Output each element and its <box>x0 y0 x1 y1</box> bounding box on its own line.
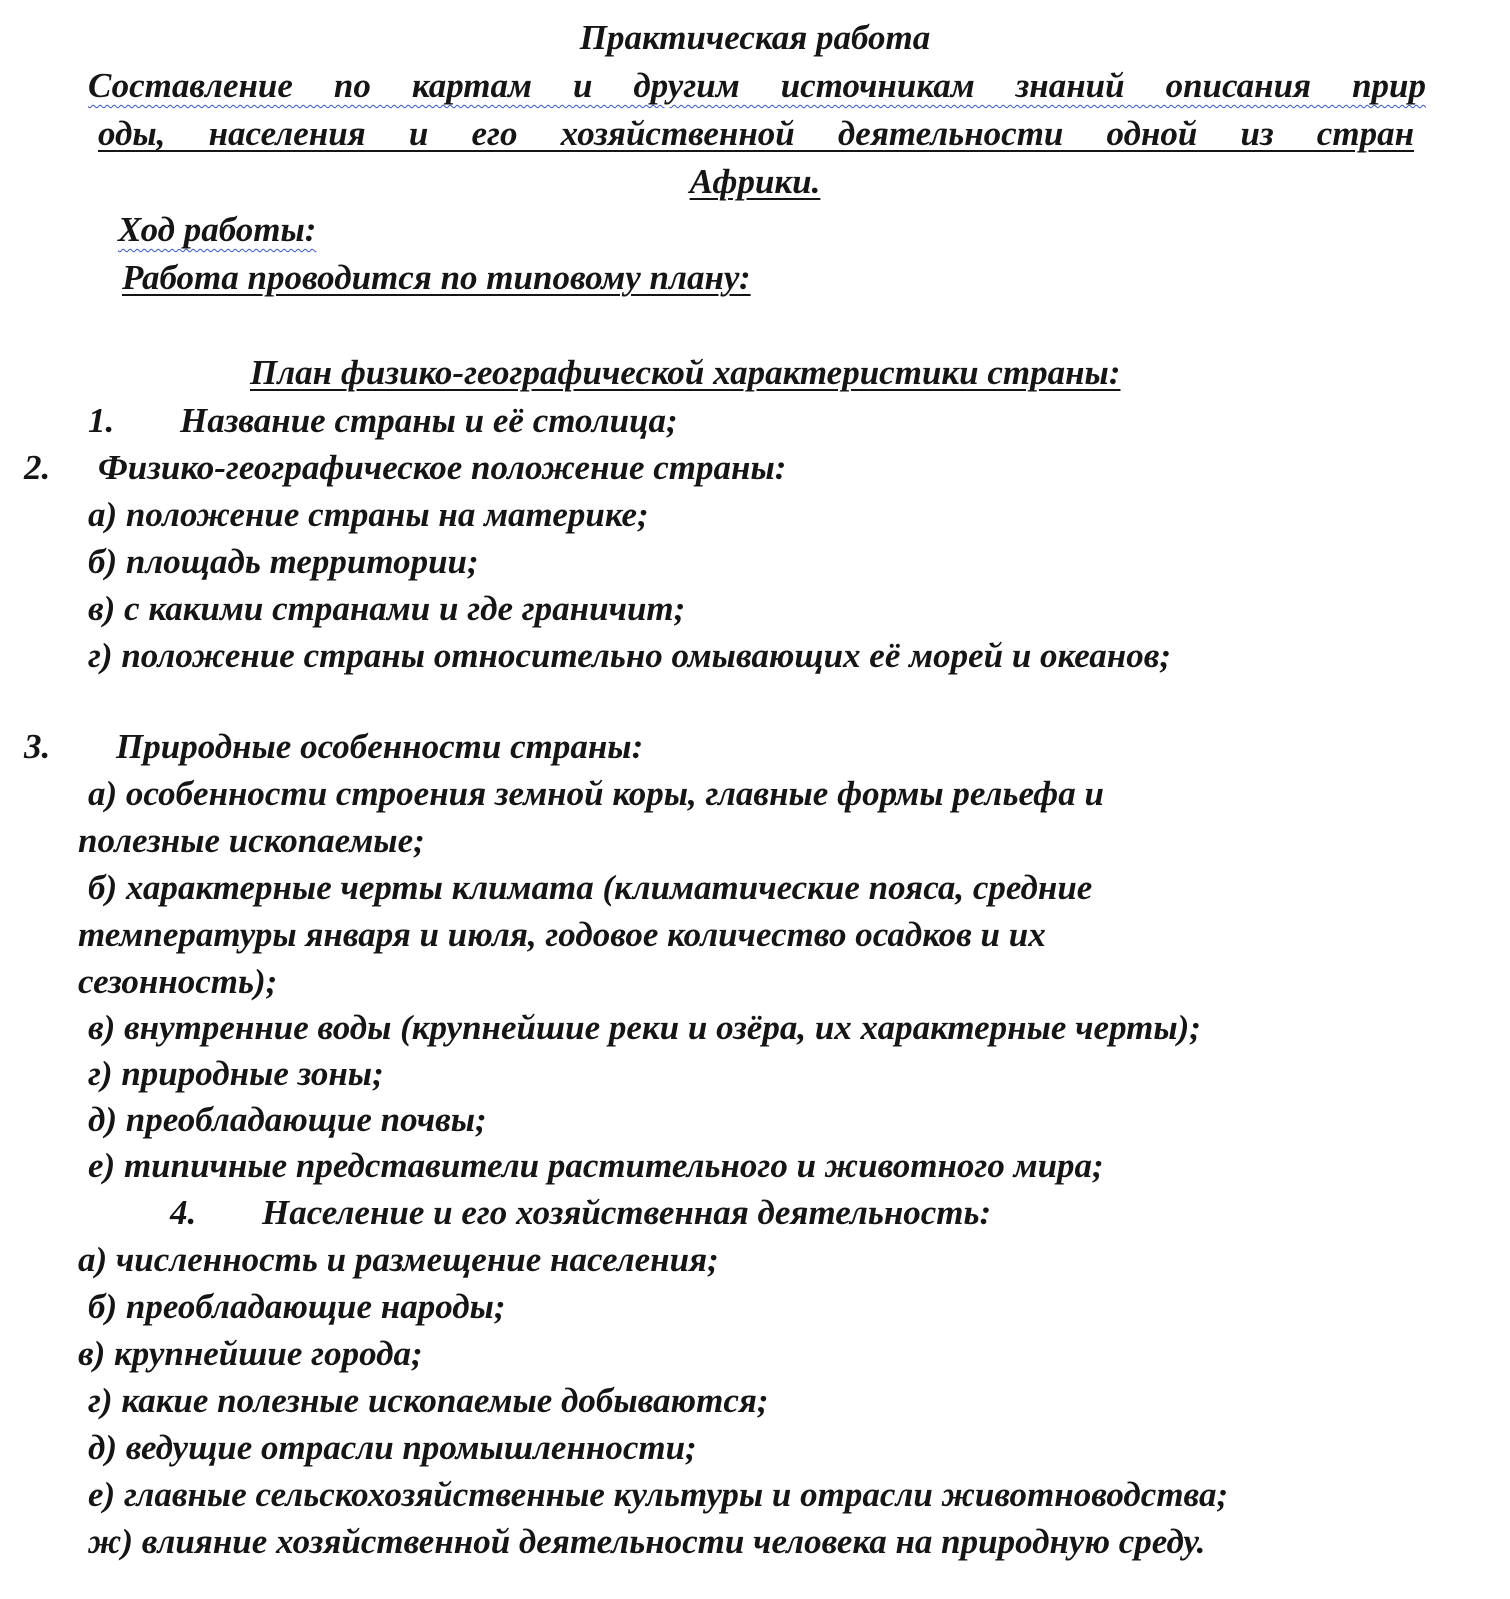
list-item: г) какие полезные ископаемые добываются; <box>88 1381 769 1420</box>
plan-note: Работа проводится по типовому плану: <box>122 258 751 297</box>
list-item: д) преобладающие почвы; <box>88 1100 487 1139</box>
list-item: а) положение страны на материке; <box>88 495 649 534</box>
list-item: б) преобладающие народы; <box>88 1287 506 1326</box>
list-item: а) численность и размещение населения; <box>78 1240 719 1279</box>
list-item: температуры января и июля, годовое количество осадков и их <box>78 915 1046 954</box>
section-4-heading: Население и его хозяйственная деятельность: <box>262 1193 992 1232</box>
subtitle-line-2: оды, населения и его хозяйственной деятельности одной из стран <box>98 114 1414 153</box>
list-item: сезонность); <box>78 962 278 1001</box>
section-1-number: 1. <box>88 401 115 440</box>
list-item: е) главные сельскохозяйственные культуры и отрасли животноводства; <box>88 1475 1229 1514</box>
list-item: а) особенности строения земной коры, главные формы рельефа и <box>88 774 1104 813</box>
list-item: в) с какими странами и где граничит; <box>88 589 686 628</box>
document-title: Практическая работа <box>579 18 931 57</box>
list-item: д) ведущие отрасли промышленности; <box>88 1428 697 1467</box>
section-2-number: 2. <box>24 448 51 487</box>
course-heading: Ход работы: <box>118 210 317 249</box>
subtitle-line-1: Составление по картам и другим источникам знаний описания прир <box>88 66 1426 105</box>
section-3-number: 3. <box>24 727 51 766</box>
section-2-heading: Физико-географическое положение страны: <box>98 448 787 487</box>
section-1-heading: Название страны и её столица; <box>180 401 678 440</box>
list-item: е) типичные представители растительного и животного мира; <box>88 1146 1104 1185</box>
list-item: г) положение страны относительно омывающих её морей и океанов; <box>88 636 1172 675</box>
list-item: ж) влияние хозяйственной деятельности человека на природную среду. <box>88 1522 1206 1561</box>
list-item: г) природные зоны; <box>88 1054 384 1093</box>
section-4-number: 4. <box>170 1193 197 1232</box>
list-item: в) крупнейшие города; <box>78 1334 423 1373</box>
list-item: б) характерные черты климата (климатические пояса, средние <box>88 868 1093 907</box>
section-3-heading: Природные особенности страны: <box>116 727 644 766</box>
plan-heading: План физико-географической характеристики страны: <box>250 353 1121 392</box>
list-item: в) внутренние воды (крупнейшие реки и озёра, их характерные черты); <box>88 1008 1201 1047</box>
subtitle-line-3: Африки. <box>689 162 821 201</box>
list-item: б) площадь территории; <box>88 542 479 581</box>
list-item: полезные ископаемые; <box>78 821 425 860</box>
